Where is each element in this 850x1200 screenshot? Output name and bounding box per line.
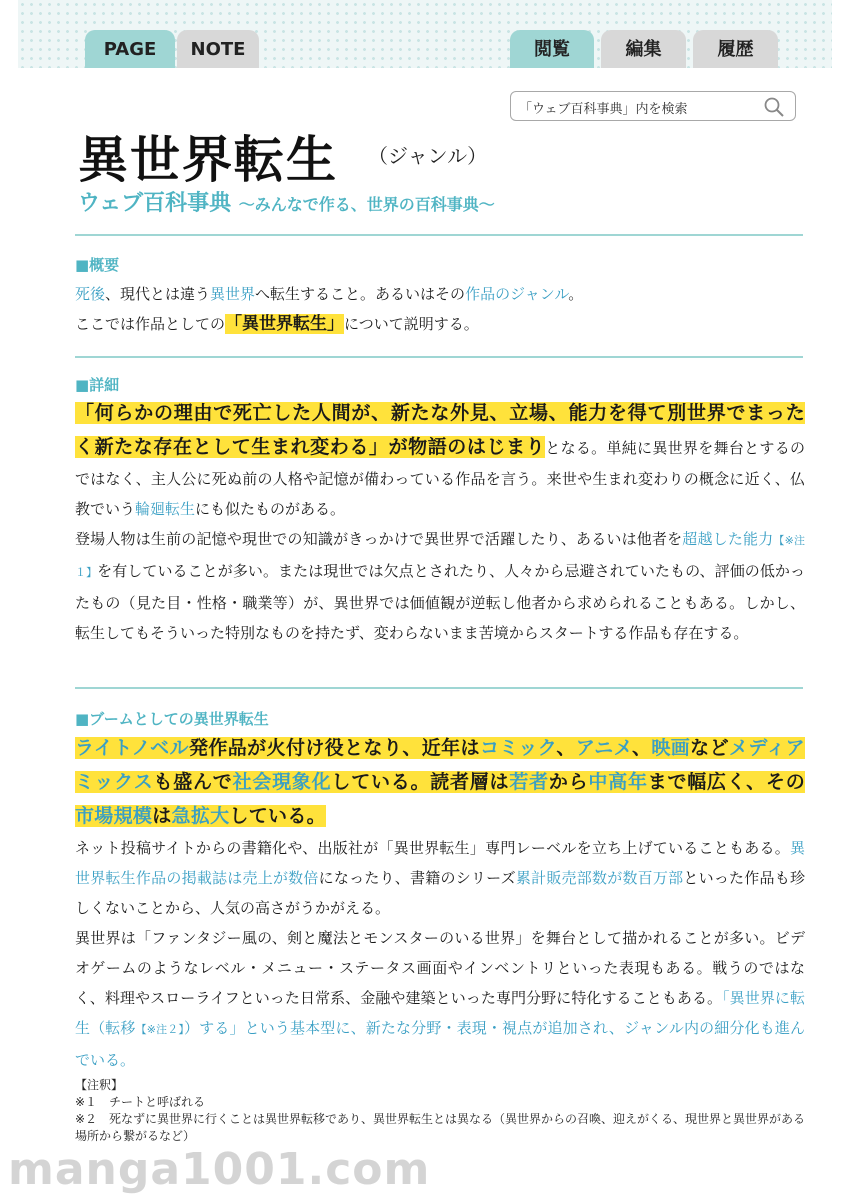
text: 、現代とは違う — [105, 285, 211, 303]
section-heading-boom: ■ブームとしての異世界転生 — [75, 710, 269, 728]
link-lightnovel[interactable]: ライトノベル — [75, 737, 189, 759]
footnote-1: ※１ チートと呼ばれる — [75, 1095, 206, 1109]
text: している。 — [229, 805, 326, 827]
text: を有していることが多い。または現世では欠点とされたり、人々から忌避されていたもの、評価の低かったもの（見た目・性格・職業等）が、異世界では価値観が逆転し他者から求められることもある。しかし、転生してもそういった特別なものを持たず、変わらないまま苦境からスタートする作品も存在する。 — [75, 562, 806, 642]
footnotes-heading: 【注釈】 — [75, 1078, 124, 1092]
link-genre[interactable]: 作品のジャンル — [465, 285, 569, 303]
site-tagline: 〜みんなで作る、世界の百科事典〜 — [238, 195, 495, 214]
site-subtitle — [78, 186, 495, 217]
text: ）する」という基本型に、新たな分野・表現・視点が追加され、ジャンル内の細分化も進んでいる。 — [75, 1019, 805, 1069]
search-placeholder: 「ウェブ百科事典」内を検索 — [519, 102, 688, 117]
search-input[interactable] — [510, 91, 796, 121]
highlight-term: 「異世界転生」 — [225, 314, 345, 334]
page-title: 異世界転生 — [78, 130, 338, 189]
text: 異世界は「ファンタジー風の、剣と魔法とモンスターのいる世界」を舞台として描かれることが多い。ビデオゲームのようなレベル・メニュー・ステータス画面やインベントリといった表現もある。戦うのではなく、料理やスローライフといった日常系、金融や建築といった専門分野に特化することもある。 — [75, 929, 805, 1007]
text: 「異世界に転生（転移 — [75, 989, 805, 1037]
divider — [75, 234, 803, 236]
divider — [75, 356, 803, 358]
link-market[interactable]: 市場規模 — [75, 805, 153, 827]
text: へ転生すること。あるいはその — [255, 285, 466, 303]
footnote-2: ※２ 死なずに異世界に行くことは異世界転移であり、異世界転生とは異なる（異世界からの召喚、迎えがくる、現世界と異世界がある場所から繋がるなど） — [75, 1112, 806, 1143]
text: まで幅広く、その — [647, 771, 806, 793]
section-heading-overview: ■概要 — [75, 256, 120, 274]
link-isekai[interactable]: 異世界 — [210, 285, 256, 303]
link-power[interactable]: 超越した能力 — [682, 530, 774, 548]
text: ネット投稿サイトからの書籍化や、出版社が「異世界転生」専門レーベルを立ち上げていることもある。 — [75, 839, 790, 857]
genre-label: （ジャンル） — [368, 144, 488, 168]
text: 発作品が火付け役となり、近年は — [188, 737, 480, 759]
detail-text — [75, 396, 805, 648]
watermark: manga1001.com — [8, 1144, 431, 1195]
link-social[interactable]: 社会現象化 — [232, 771, 332, 793]
tab-edit[interactable]: 編集 — [601, 30, 686, 68]
search-icon[interactable] — [763, 96, 785, 118]
overview-text — [75, 279, 805, 339]
tab-view[interactable]: 閲覧 — [510, 30, 594, 68]
link-youth[interactable]: 若者 — [509, 771, 549, 793]
divider — [75, 687, 803, 689]
text: 、 — [631, 737, 652, 759]
text: 、 — [556, 737, 576, 759]
text: している。読者層は — [331, 771, 510, 793]
link-middle-age[interactable]: 中高年 — [588, 771, 648, 793]
text: について説明する。 — [344, 315, 479, 333]
text: など — [690, 737, 729, 759]
link-movie[interactable]: 映画 — [651, 737, 691, 759]
tab-page[interactable]: PAGE — [85, 30, 175, 68]
text: 。 — [568, 285, 584, 303]
tab-note[interactable]: NOTE — [177, 30, 259, 68]
link-comic[interactable]: コミック — [479, 737, 557, 759]
site-name: ウェブ百科事典 — [78, 191, 232, 216]
tab-history[interactable]: 履歴 — [693, 30, 778, 68]
link-expand[interactable]: 急拡大 — [171, 805, 230, 827]
text: になったり、書籍のシリーズ — [318, 869, 516, 887]
footnotes — [75, 1077, 810, 1145]
link-rinne[interactable]: 輪廻転生 — [135, 500, 196, 518]
text: にも似たものがある。 — [195, 500, 346, 518]
boom-text — [75, 731, 805, 1075]
highlight-summary: 「何らかの理由で死亡した人間が、新たな外見、立場、能力を得て別世界でまったく新たな存在として生まれ変わる」が物語のはじまり — [75, 402, 805, 458]
text: といった作品も珍しくないことから、人気の高さがうかがえる。 — [75, 869, 805, 917]
text: となる。単純に異世界を舞台とするのではなく、主人公に死ぬ前の人格や記憶が備わっている作品を言う。来世や生まれ変わりの概念に近く、仏教でいう — [75, 439, 805, 518]
footnote-ref-2[interactable]: 【※注２】 — [135, 1023, 185, 1036]
text: ここでは作品としての — [75, 315, 226, 333]
text: は — [152, 805, 172, 827]
link-anime[interactable]: アニメ — [575, 737, 632, 759]
text: から — [548, 771, 589, 793]
section-heading-detail: ■詳細 — [75, 376, 120, 394]
link-mediamix[interactable]: メディアミックス — [75, 737, 805, 793]
link-sales[interactable]: 異世界転生作品の掲載誌は売上が数倍 — [75, 839, 805, 887]
link-million[interactable]: 累計販売部数が数百万部 — [515, 869, 684, 887]
link-death[interactable]: 死後 — [75, 285, 106, 303]
text: 登場人物は生前の記憶や現世での知識がきっかけで異世界で活躍したり、あるいは他者を — [75, 530, 683, 548]
text: も盛んで — [153, 771, 233, 793]
footnote-ref-1[interactable]: 【※注１】 — [75, 534, 805, 579]
